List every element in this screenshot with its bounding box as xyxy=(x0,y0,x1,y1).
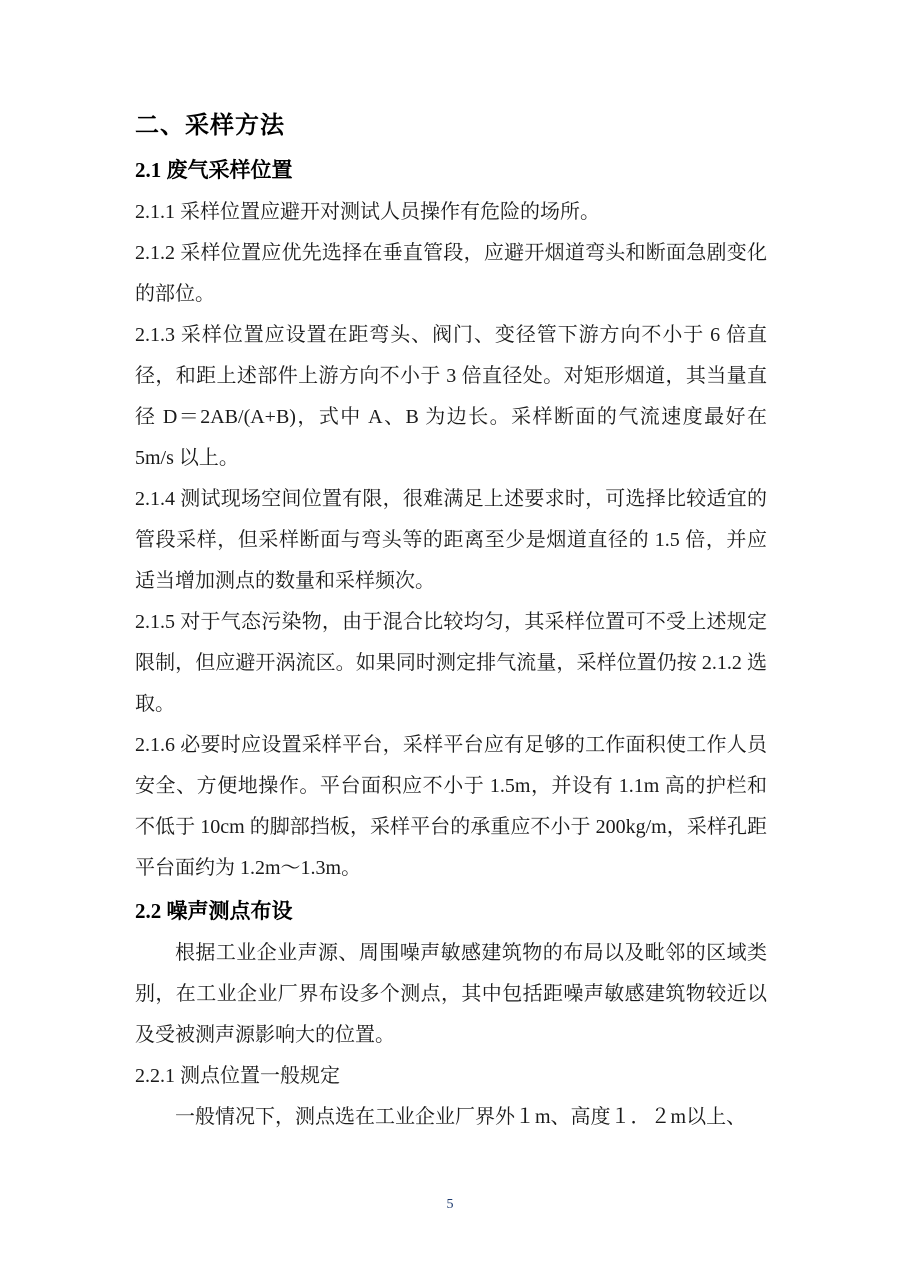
paragraph-2-2-1-body: 一般情况下，测点选在工业企业厂界外１m、高度１．２m以上、 xyxy=(175,1106,747,1128)
paragraph-2-2-1-heading: 2.2.1 测点位置一般规定 xyxy=(135,1065,340,1087)
paragraph-2-1-3: 2.1.3 采样位置应设置在距弯头、阀门、变径管下游方向不小于 6 倍直径，和距上述部件上游方向不小于 3 倍直径处。对矩形烟道，其当量直径 D＝2AB/(A+B)，式中 A、B 为边长。采样断面的气流速度最好在 5m/s 以上。 xyxy=(135,324,767,469)
paragraph-2-1-1: 2.1.1 采样位置应避开对测试人员操作有危险的场所。 xyxy=(135,201,600,223)
page-number: 5 xyxy=(446,1197,454,1212)
paragraph-2-1-4: 2.1.4 测试现场空间位置有限，很难满足上述要求时，可选择比较适宜的管段采样，但采样断面与弯头等的距离至少是烟道直径的 1.5 倍，并应适当增加测点的数量和采样频次。 xyxy=(135,488,767,592)
paragraph-2-1-2: 2.1.2 采样位置应优先选择在垂直管段，应避开烟道弯头和断面急剧变化的部位。 xyxy=(135,242,767,305)
paragraph-2-2-intro: 根据工业企业声源、周围噪声敏感建筑物的布局以及毗邻的区域类别，在工业企业厂界布设多个测点，其中包括距噪声敏感建筑物较近以及受被测声源影响大的位置。 xyxy=(135,942,767,1046)
section-heading-2-2: 2.2 噪声测点布设 xyxy=(135,899,293,923)
section-heading-2-1: 2.1 废气采样位置 xyxy=(135,158,293,182)
document-title: 二、采样方法 xyxy=(135,113,285,139)
paragraph-2-1-5: 2.1.5 对于气态污染物，由于混合比较均匀，其采样位置可不受上述规定限制，但应避开涡流区。如果同时测定排气流量，采样位置仍按 2.1.2 选取。 xyxy=(135,611,767,715)
page-footer xyxy=(0,1195,900,1213)
paragraph-2-1-6: 2.1.6 必要时应设置采样平台，采样平台应有足够的工作面积使工作人员安全、方便地操作。平台面积应不小于 1.5m，并设有 1.1m 高的护栏和不低于 10cm 的脚部挡板，采样平台的承重应不小于 200kg/m，采样孔距平台面约为 1.2m～1.3m。 xyxy=(135,734,767,879)
document-content xyxy=(135,104,767,1138)
